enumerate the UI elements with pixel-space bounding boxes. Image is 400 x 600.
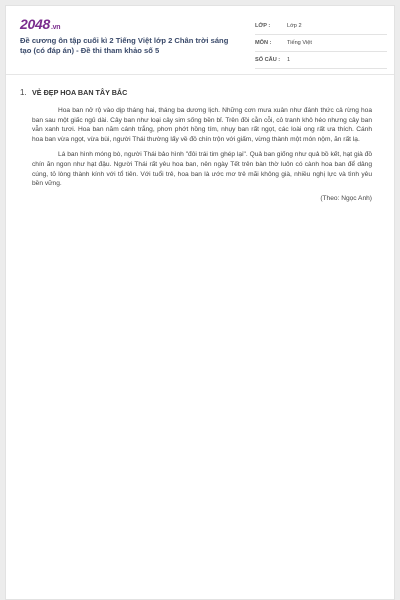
- question-number: 1.: [20, 88, 27, 97]
- meta-label-class: LỚP :: [255, 23, 271, 29]
- reading-paragraph-2: Lá ban hình móng bò, người Thái bảo hình "đôi trái tim ghép lại". Quả ban giống như quả bồ kết, hạt già đồ chín ăn ngon như hạt đậu. Người Thái rất yêu hoa ban, nên ngày Tết trên bàn thờ luôn có cành hoa ban để dâng cúng, tỏ lòng thành kính với tổ tiên. Với tuổi trẻ, hoa ban là ước mơ trẻ mãi không già, nhiều nghị lực và tình yêu bền vững.: [32, 151, 372, 188]
- meta-label-count: SỐ CÂU :: [255, 57, 281, 63]
- document-header: [6, 6, 394, 75]
- site-logo[interactable]: [20, 16, 60, 32]
- reading-paragraph-1: Hoa ban nở rộ vào dịp tháng hai, tháng ba dương lịch. Những cơn mưa xuân như đánh thức cả rừng hoa ban sau một giấc ngủ dài. Cây ban như loại cây sim sống bền bỉ. Trên đồi cằn cỗi, cỏ tranh khô héo nhưng cây ban vẫn xanh tươi. Hoa ban năm cánh trắng, phơn phớt hồng tím, nhụy ban rất ngọt, các loài ong rất ưa thích. Cánh hoa ban vừa ngọt, vừa bùi, người Thái thường lấy về đồ chín trộn với giấm, vừng thành một món nộm, ăn rất lạ.: [32, 107, 372, 143]
- question-block: [20, 88, 372, 202]
- meta-value-subject: Tiếng Việt: [287, 40, 312, 46]
- reading-title: VẺ ĐẸP HOA BAN TÂY BẮC: [32, 88, 128, 97]
- meta-row-class: [255, 18, 387, 35]
- meta-row-subject: [255, 35, 387, 52]
- document-page: [5, 5, 395, 600]
- document-meta: [255, 18, 387, 69]
- logo-tld: .vn: [50, 24, 61, 31]
- reading-source: (Theo: Ngọc Anh): [320, 194, 372, 202]
- meta-row-count: [255, 52, 387, 69]
- document-title: Đề cương ôn tập cuối kì 2 Tiếng Việt lớp 2 Chân trời sáng tạo (có đáp án) - Đề thi tham khảo số 5: [20, 36, 229, 55]
- meta-value-class: Lớp 2: [287, 23, 302, 29]
- meta-label-subject: MÔN :: [255, 40, 272, 46]
- meta-value-count: 1: [287, 57, 291, 63]
- question-body: [32, 88, 372, 202]
- logo-main: 2048: [20, 16, 50, 32]
